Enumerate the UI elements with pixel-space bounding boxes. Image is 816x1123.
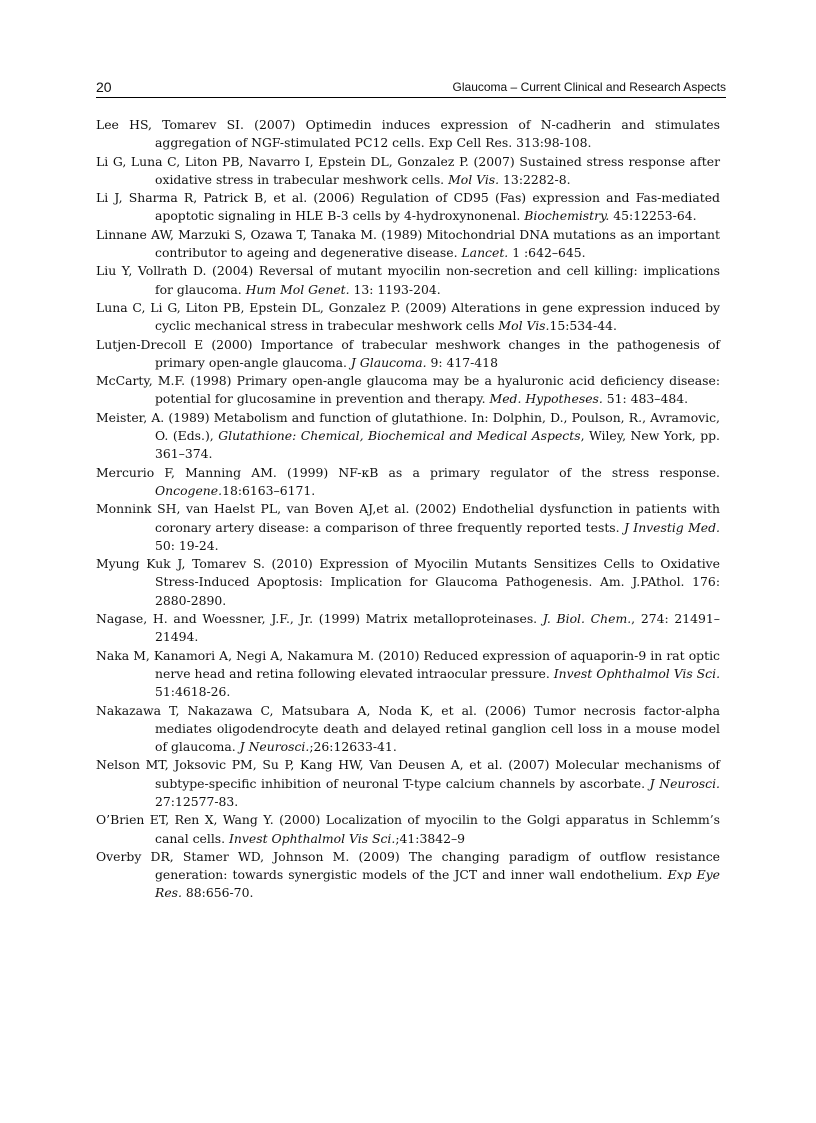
reference-citation-tail: 18:6163–6171. [222, 482, 316, 498]
reference-text: Monnink SH, van Haelst PL, van Boven AJ,et al. (2002) Endothelial dysfunction in patients with coronary artery disease: a comparison of three frequently reported tests. [96, 501, 720, 535]
reference-citation-tail: ;26:12633-41. [309, 739, 397, 755]
reference-entry [96, 262, 720, 299]
reference-text: Overby DR, Stamer WD, Johnson M. (2009) The changing paradigm of outflow resistance generation: towards synergistic models of the JCT and inner wall endothelium. [96, 848, 720, 883]
reference-text: Li J, Sharma R, Patrick B, et al. (2006) Regulation of CD95 (Fas) expression and Fas-mediated apoptotic signaling in HLE B-3 cells by 4-hydroxynonenal. [96, 190, 720, 224]
reference-journal: Med. Hypotheses. [489, 391, 603, 407]
reference-entry [96, 811, 720, 848]
reference-citation-tail: 51: 483–484. [602, 391, 689, 407]
reference-text: Luna C, Li G, Liton PB, Epstein DL, Gonzalez P. (2009) Alterations in gene expression induced by cyclic mechanical stress in trabecular meshwork cells [96, 299, 720, 334]
reference-text: Lee HS, Tomarev SI. (2007) Optimedin induces expression of N-cadherin and stimulates aggregation of NGF-stimulated PC12 cells. Exp Cell Res. 313:98-108. [96, 117, 720, 151]
reference-entry [96, 647, 720, 702]
reference-entry [96, 336, 720, 373]
reference-citation-tail: 88:656-70. [181, 885, 254, 901]
reference-text: Liu Y, Vollrath D. (2004) Reversal of mutant myocilin non-secretion and cell killing: implications for glaucoma. [96, 263, 720, 297]
reference-journal: Mol Vis. [498, 318, 550, 334]
page-number: 20 [96, 79, 112, 95]
reference-journal: J. Biol. Chem. [542, 611, 632, 627]
reference-entry [96, 116, 720, 153]
reference-citation-tail: 51:4618-26. [155, 684, 231, 700]
page-header [96, 79, 726, 97]
reference-text: McCarty, M.F. (1998) Primary open-angle glaucoma may be a hyaluronic acid deficiency disease: potential for glucosamine in prevention and therapy. [96, 373, 720, 407]
reference-entry [96, 500, 720, 555]
header-rule [96, 97, 726, 98]
reference-journal: Biochemistry. [524, 208, 610, 224]
reference-text: Nakazawa T, Nakazawa C, Matsubara A, Noda K, et al. (2006) Tumor necrosis factor-alpha mediates oligodendrocyte death and delayed retinal ganglion cell loss in a mouse model of glaucoma. [96, 702, 720, 755]
reference-list [96, 116, 720, 903]
reference-entry [96, 756, 720, 811]
reference-journal: Oncogene. [155, 482, 223, 498]
reference-text: Myung Kuk J, Tomarev S. (2010) Expression of Myocilin Mutants Sensitizes Cells to Oxidative Stress-Induced Apoptosis: Implication for Glaucoma Pathogenesis. Am. J.PAthol. 176: 2880-2890. [96, 556, 720, 608]
reference-text: Lutjen-Drecoll E (2000) Importance of trabecular meshwork changes in the pathogenesis of primary open-angle glaucoma. [96, 336, 720, 370]
reference-journal: Invest Ophthalmol Vis Sci. [553, 665, 721, 681]
reference-entry [96, 372, 720, 409]
reference-citation-tail: 50: 19-24. [155, 537, 219, 553]
reference-journal: Mol Vis. [448, 171, 500, 187]
reference-citation-tail: 13: 1193-204. [349, 281, 441, 297]
reference-journal: Invest Ophthalmol Vis Sci. [229, 830, 396, 846]
reference-citation-tail: , Wiley, New York, pp. 361–374. [155, 428, 720, 462]
reference-text: Meister, A. (1989) Metabolism and function of glutathione. In: Dolphin, D., Poulson, R., Avramovic, O. (Eds.), [96, 409, 720, 444]
reference-entry [96, 153, 720, 190]
reference-citation-tail: , 274: 21491–21494. [155, 611, 720, 645]
reference-entry [96, 555, 720, 610]
reference-entry [96, 299, 720, 336]
reference-journal: Hum Mol Genet. [245, 281, 350, 297]
reference-citation-tail: 45:12253-64. [609, 208, 697, 224]
reference-text: Nelson MT, Joksovic PM, Su P, Kang HW, Van Deusen A, et al. (2007) Molecular mechanisms of subtype-specific inhibition of neuronal T-type calcium channels by ascorbate. [96, 757, 720, 791]
reference-entry [96, 848, 720, 903]
reference-journal: J Investig Med. [623, 519, 720, 535]
reference-entry [96, 189, 720, 226]
reference-entry [96, 610, 720, 647]
reference-text: Li G, Luna C, Liton PB, Navarro I, Epstein DL, Gonzalez P. (2007) Sustained stress response after oxidative stress in trabecular meshwork cells. [96, 153, 720, 187]
reference-text: Naka M, Kanamori A, Negi A, Nakamura M. (2010) Reduced expression of aquaporin-9 in rat optic nerve head and retina following elevated intraocular pressure. [96, 647, 720, 681]
reference-journal: J Glaucoma. [350, 354, 427, 370]
reference-citation-tail: 1 :642–645. [508, 245, 586, 261]
reference-citation-tail: ;41:3842–9 [395, 830, 466, 846]
reference-citation-tail: 15:534-44. [549, 318, 617, 334]
running-title: Glaucoma – Current Clinical and Research Aspects [452, 80, 726, 94]
reference-text: Nagase, H. and Woessner, J.F., Jr. (1999) Matrix metalloproteinases. [96, 611, 543, 627]
reference-entry [96, 464, 720, 501]
reference-journal: J Neurosci. [649, 775, 720, 791]
reference-entry [96, 409, 720, 464]
reference-entry [96, 226, 720, 263]
reference-citation-tail: 13:2282-8. [499, 171, 571, 187]
reference-citation-tail: 27:12577-83. [155, 793, 239, 809]
reference-text: Linnane AW, Marzuki S, Ozawa T, Tanaka M. (1989) Mitochondrial DNA mutations as an important contributor to ageing and degenerative disease. [96, 226, 720, 261]
reference-text: Mercurio F, Manning AM. (1999) NF-κB as a primary regulator of the stress response. [96, 464, 720, 480]
reference-text: O’Brien ET, Ren X, Wang Y. (2000) Localization of myocilin to the Golgi apparatus in Schlemm’s canal cells. [96, 812, 720, 846]
reference-journal: J Neurosci. [239, 739, 310, 755]
reference-citation-tail: 9: 417-418 [426, 354, 498, 370]
reference-journal: Glutathione: Chemical, Biochemical and Medical Aspects [218, 428, 581, 444]
reference-journal: Exp Eye Res. [155, 867, 721, 901]
reference-journal: Lancet. [461, 245, 509, 261]
reference-entry [96, 702, 720, 757]
